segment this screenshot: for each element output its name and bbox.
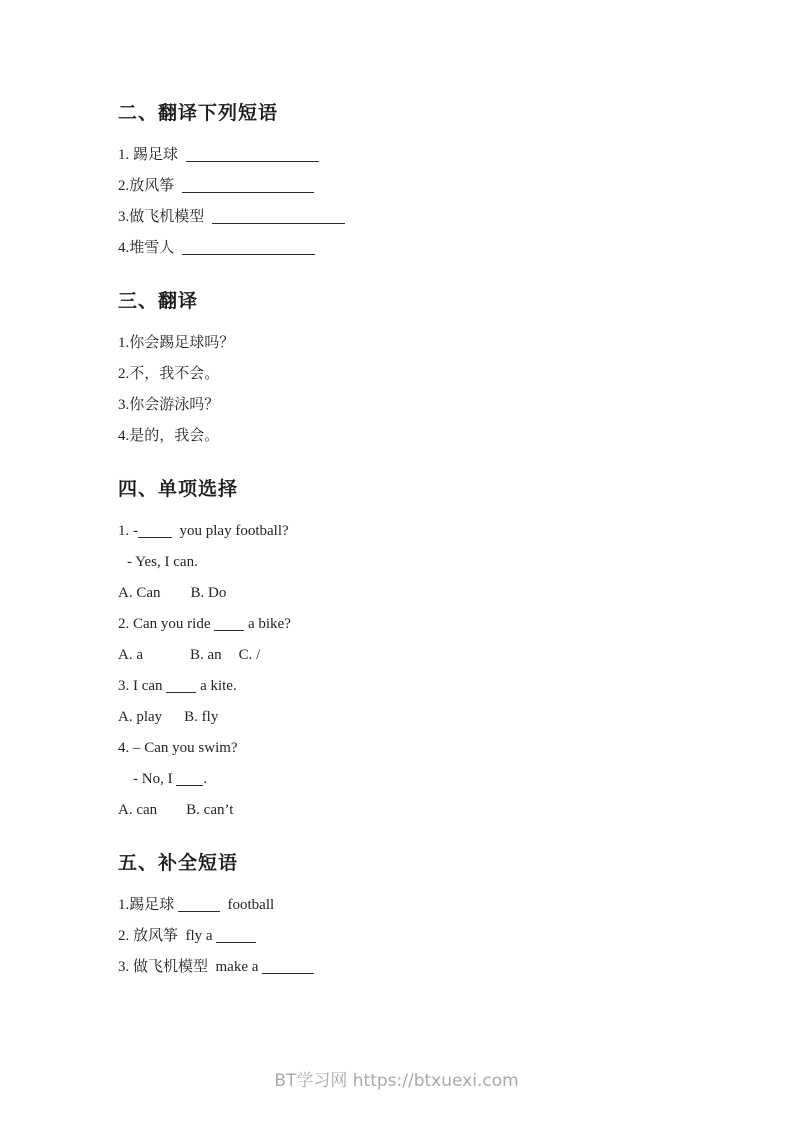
worksheet-line <box>118 676 753 696</box>
worksheet-line <box>118 583 753 603</box>
worksheet-line <box>118 614 753 634</box>
worksheet-section <box>118 852 753 977</box>
line-text: a bike? <box>244 616 291 632</box>
line-text: 4.堆雪人 <box>118 240 182 256</box>
line-text: B. an <box>190 647 222 663</box>
line-text: a kite. <box>196 678 237 694</box>
worksheet-line <box>118 176 753 196</box>
section-title: 三、翻译 <box>118 291 199 312</box>
line-text: football <box>220 897 275 913</box>
line-text: 4.是的，我会。 <box>118 428 220 444</box>
worksheet-line <box>118 738 753 758</box>
worksheet-line <box>118 333 753 353</box>
worksheet-line <box>118 552 753 572</box>
line-text: A. Can <box>118 585 161 601</box>
line-text: A. a <box>118 647 143 663</box>
answer-blank <box>182 240 315 255</box>
line-text: 2.放风筝 <box>118 178 182 194</box>
line-text: 4. – Can you swim? <box>118 740 238 756</box>
line-text: - Yes, I can. <box>127 554 198 570</box>
answer-blank <box>214 616 244 631</box>
line-text: - No, I <box>133 771 177 787</box>
answer-blank <box>262 959 314 974</box>
worksheet-section <box>118 102 753 258</box>
worksheet-line <box>118 707 753 727</box>
line-text: 2.不，我不会。 <box>118 366 220 382</box>
line-text: 1.踢足球 <box>118 897 179 913</box>
worksheet-line <box>118 145 753 165</box>
footer-text: BT学习网 https://btxuexi.com <box>274 1071 519 1091</box>
option-gap <box>162 720 184 721</box>
section-title: 四、单项选择 <box>118 479 239 500</box>
worksheet-line <box>118 645 753 665</box>
line-text: 3. 做飞机模型 make a <box>118 959 263 975</box>
worksheet-line <box>118 207 753 227</box>
option-gap <box>157 813 186 814</box>
line-text: you play football? <box>172 523 289 539</box>
answer-blank <box>178 897 220 912</box>
answer-blank <box>212 209 345 224</box>
line-text: 3. I can <box>118 678 167 694</box>
answer-blank <box>182 178 314 193</box>
line-text: B. fly <box>184 709 219 725</box>
line-text: 1.你会踢足球吗？ <box>118 335 235 351</box>
section-title: 五、补全短语 <box>118 853 239 874</box>
option-gap <box>222 658 239 659</box>
line-text: 2. Can you ride <box>118 616 215 632</box>
section-title: 二、翻译下列短语 <box>118 103 279 124</box>
site-footer <box>0 1066 793 1091</box>
worksheet-line <box>118 395 753 415</box>
worksheet-line <box>118 926 753 946</box>
option-gap <box>161 596 191 597</box>
line-text: 1. 踢足球 <box>118 147 186 163</box>
answer-blank <box>186 147 319 162</box>
line-text: . <box>203 771 208 787</box>
worksheet-line <box>118 426 753 446</box>
worksheet-line <box>118 364 753 384</box>
line-text: A. play <box>118 709 163 725</box>
line-text: A. can <box>118 802 158 818</box>
line-text: 3.你会游泳吗？ <box>118 397 220 413</box>
line-text: B. Do <box>190 585 227 601</box>
worksheet-line <box>118 521 753 541</box>
line-text: C. / <box>238 647 261 663</box>
line-text: 1. - <box>118 523 138 539</box>
answer-blank <box>176 771 203 786</box>
option-gap <box>143 658 190 659</box>
line-text: 3.做飞机模型 <box>118 209 212 225</box>
worksheet-section <box>118 290 753 446</box>
worksheet-section <box>118 478 753 820</box>
worksheet-line <box>118 238 753 258</box>
worksheet-line <box>118 769 753 789</box>
worksheet-line <box>118 800 753 820</box>
line-text: B. can’t <box>186 802 234 818</box>
worksheet-line <box>118 895 753 915</box>
worksheet-line <box>118 957 753 977</box>
answer-blank <box>138 523 172 538</box>
answer-blank <box>166 678 196 693</box>
line-text: 2. 放风筝 fly a <box>118 928 217 944</box>
sections <box>118 102 753 977</box>
answer-blank <box>216 928 256 943</box>
